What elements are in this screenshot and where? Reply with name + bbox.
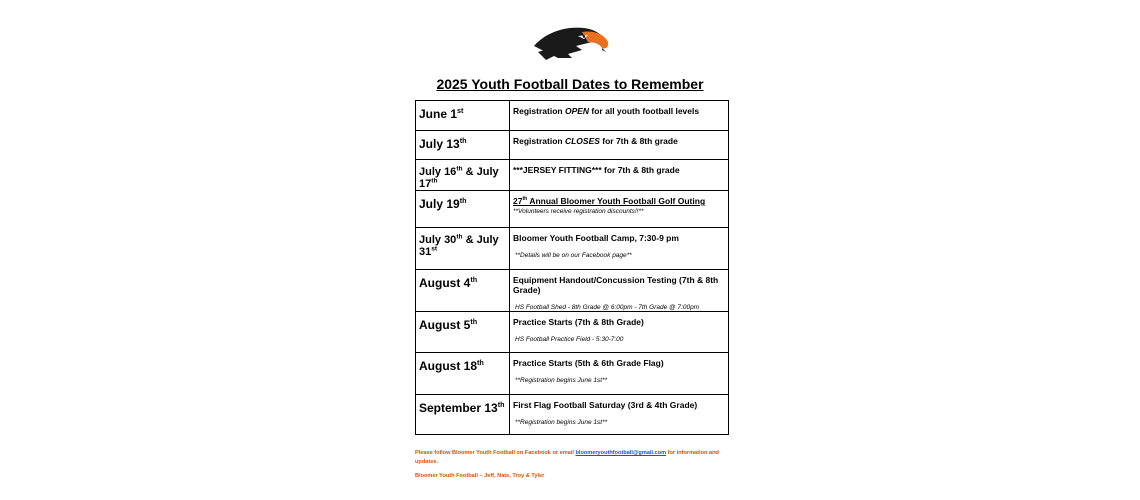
date-cell <box>416 228 510 270</box>
footer-signature: Bloomer Youth Football – Jeff, Nate, Troy & Tyler <box>415 473 545 479</box>
date-text: July 30 <box>419 234 457 246</box>
table-row <box>416 353 729 395</box>
table-row <box>416 228 729 270</box>
date-cell <box>416 191 510 228</box>
event-text: Practice Starts (5th & 6th Grade Flag) <box>513 358 664 368</box>
event-number-suffix: th <box>522 196 528 203</box>
event-number: 27 <box>513 196 523 206</box>
footer-contact <box>415 449 735 467</box>
event-text: First Flag Football Saturday (3rd & 4th Grade) <box>513 400 698 410</box>
date-suffix: th <box>477 358 484 367</box>
date-cell <box>416 131 510 160</box>
date-cell <box>416 353 510 395</box>
date-text: June 1 <box>419 107 458 121</box>
date-suffix: th <box>456 233 463 241</box>
table-row <box>416 101 729 131</box>
date-suffix: st <box>457 106 464 115</box>
table-row <box>416 131 729 160</box>
date-cell <box>416 101 510 131</box>
date-suffix: th <box>459 196 467 205</box>
date-cell <box>416 270 510 312</box>
event-text: Annual Bloomer Youth Football Golf Outing <box>527 196 706 206</box>
date-text: September 13 <box>419 401 498 415</box>
date-suffix: th <box>470 275 478 284</box>
eagle-head-logo <box>532 24 610 66</box>
event-cell <box>510 353 729 395</box>
event-text: ***JERSEY FITTING*** for 7th & 8th grade <box>513 165 680 175</box>
date-cell <box>416 160 510 191</box>
date-suffix: th <box>459 136 467 145</box>
date-text: August 4 <box>419 276 471 290</box>
event-note: HS Football Shed - 8th Grade @ 6:00pm - 7th Grade @ 7:00pm <box>515 304 700 311</box>
date-suffix-2: st <box>431 245 438 253</box>
event-text: Registration <box>513 106 565 116</box>
event-emphasis: OPEN <box>564 106 590 116</box>
date-text: July 16 <box>419 166 457 178</box>
date-text: July 19 <box>419 197 460 211</box>
dates-table <box>415 100 729 435</box>
event-note: **Details will be on our Facebook page** <box>515 252 632 259</box>
date-suffix-2: th <box>431 177 438 185</box>
event-cell <box>510 131 729 160</box>
event-note: HS Football Practice Field - 5:30-7:00 <box>515 336 624 343</box>
event-text: Registration <box>513 136 565 146</box>
footer-text: Please follow Bloomer Youth Football on Facebook or email <box>415 450 576 456</box>
event-text: Equipment Handout/Concussion Testing (7th & 8th Grade) <box>513 275 719 295</box>
table-row <box>416 160 729 191</box>
table-row <box>416 395 729 435</box>
date-text: July 13 <box>419 137 460 151</box>
table-row <box>416 270 729 312</box>
event-cell <box>510 191 729 228</box>
table-row <box>416 312 729 353</box>
event-text-end: for 7th & 8th grade <box>599 136 678 146</box>
event-text: Practice Starts (7th & 8th Grade) <box>513 317 644 327</box>
footer-text-end: for information and updates. <box>415 450 719 465</box>
date-suffix: th <box>497 400 505 409</box>
table-row <box>416 191 729 228</box>
event-note: **Registration begins June 1st** <box>515 419 608 426</box>
event-text: Bloomer Youth Football Camp, 7:30-9 pm <box>513 233 679 243</box>
event-emphasis: CLOSES <box>564 136 600 146</box>
page-title: 2025 Youth Football Dates to Remember <box>436 76 704 92</box>
date-text: August 18 <box>419 359 478 373</box>
date-cell <box>416 395 510 435</box>
date-suffix: th <box>456 165 463 173</box>
date-text-2: & July 17 <box>419 166 499 190</box>
event-text-end: for all youth football levels <box>589 106 700 116</box>
date-suffix: th <box>470 317 478 326</box>
event-cell <box>510 312 729 353</box>
event-cell <box>510 160 729 191</box>
event-note: **Volunteers receive registration discounts!!** <box>513 208 644 215</box>
date-text: August 5 <box>419 318 471 332</box>
date-text-2: & July 31 <box>419 234 499 258</box>
email-link[interactable]: bloomeryouthfootball@gmail.com <box>575 450 667 456</box>
event-cell <box>510 101 729 131</box>
date-cell <box>416 312 510 353</box>
event-title <box>513 196 705 206</box>
event-cell <box>510 228 729 270</box>
event-note: **Registration begins June 1st** <box>515 377 608 384</box>
event-cell <box>510 395 729 435</box>
event-cell <box>510 270 729 312</box>
